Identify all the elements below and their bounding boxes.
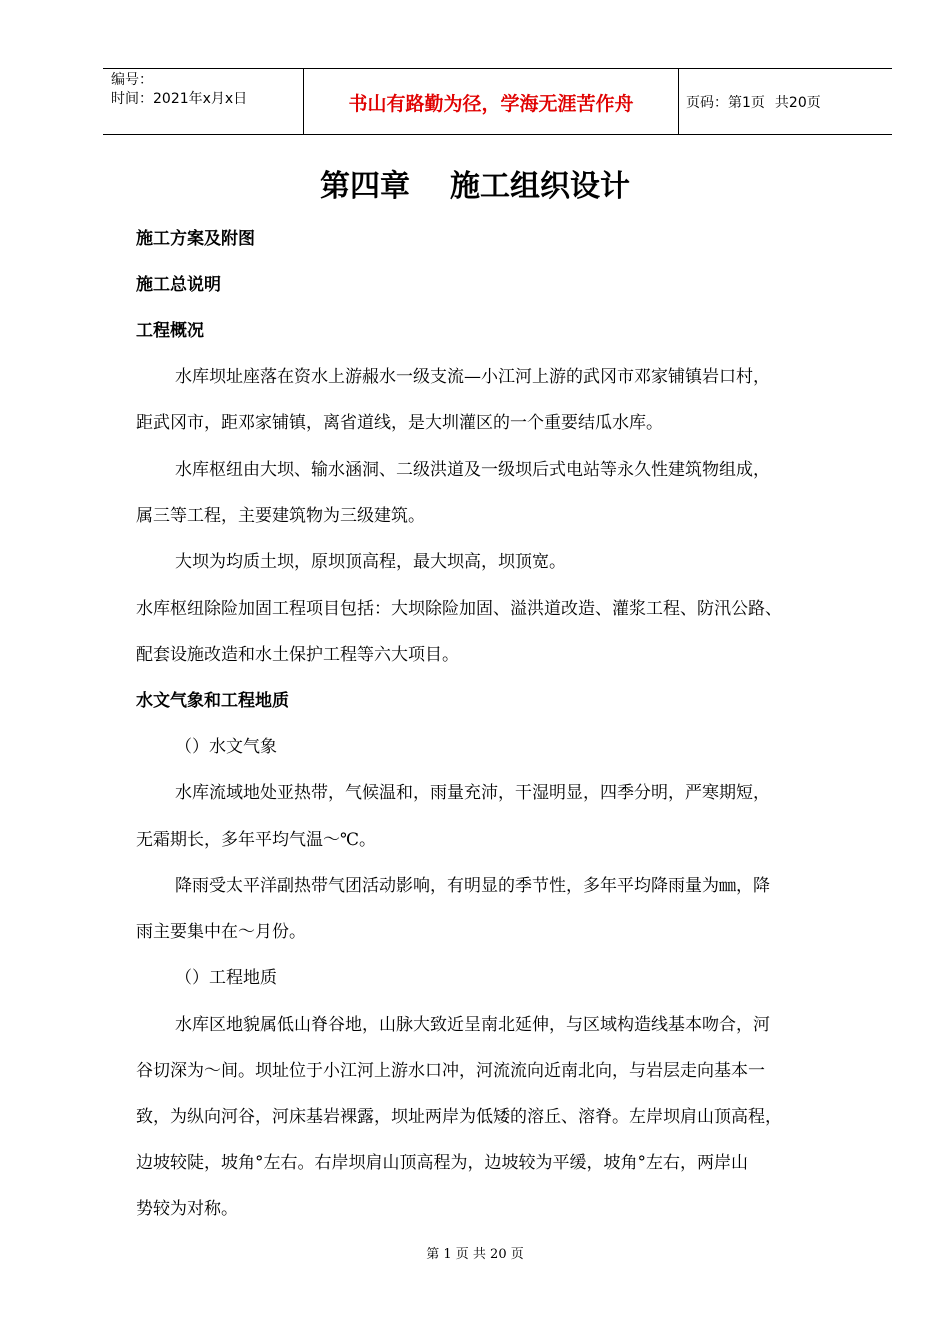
- section-heading: 工程概况: [136, 321, 204, 341]
- header-motto: 书山有路勤为径，学海无涯苦作舟: [348, 92, 634, 115]
- header-page-total: 共20页: [774, 95, 821, 111]
- chapter-title: [0, 162, 950, 212]
- paragraph-line: 雨主要集中在～月份。: [136, 922, 306, 942]
- paragraph-line: 边坡较陡，坡角°左右。右岸坝肩山顶高程为，边坡较为平缓，坡角°左右，两岸山: [136, 1153, 748, 1173]
- paragraph-line: 致，为纵向河谷，河床基岩裸露，坝址两岸为低矮的溶丘、溶脊。左岸坝肩山顶高程，: [136, 1107, 782, 1127]
- subsection-heading: （）工程地质: [175, 968, 277, 988]
- header-page-number: 页码：第1页: [686, 95, 765, 111]
- page-footer: 第 1 页 共 20 页: [426, 1247, 524, 1262]
- paragraph-line: 水库流域地处亚热带，气候温和，雨量充沛，干湿明显，四季分明，严寒期短，: [175, 783, 770, 803]
- paragraph-line: 水库区地貌属低山脊谷地，山脉大致近呈南北延伸，与区域构造线基本吻合，河: [175, 1015, 770, 1035]
- document-number-label: 编号：: [111, 72, 153, 88]
- paragraph-line: 水库坝址座落在资水上游赧水一级支流—小江河上游的武冈市邓家铺镇岩口村，: [175, 367, 770, 387]
- document-time-label: 时间：2021年x月x日: [111, 91, 248, 107]
- paragraph-line: 距武冈市，距邓家铺镇，离省道线，是大圳灌区的一个重要结瓜水库。: [136, 413, 663, 433]
- section-heading: 水文气象和工程地质: [136, 691, 289, 711]
- paragraph-line: 降雨受太平洋副热带气团活动影响，有明显的季节性，多年平均降雨量为㎜，降: [175, 876, 770, 896]
- paragraph-line: 水库枢纽除险加固工程项目包括：大坝除险加固、溢洪道改造、灌浆工程、防汛公路、: [136, 599, 782, 619]
- chapter-number: 第四章: [320, 169, 410, 204]
- section-heading: 施工总说明: [136, 275, 221, 295]
- paragraph-line: 配套设施改造和水土保护工程等六大项目。: [136, 645, 459, 665]
- paragraph-line: 谷切深为～间。坝址位于小江河上游水口冲，河流流向近南北向，与岩层走向基本一: [136, 1061, 765, 1081]
- section-heading: 施工方案及附图: [136, 229, 255, 249]
- paragraph-line: 属三等工程，主要建筑物为三级建筑。: [136, 506, 425, 526]
- subsection-heading: （）水文气象: [175, 737, 277, 757]
- chapter-name: 施工组织设计: [450, 169, 630, 204]
- page-header: [103, 68, 892, 135]
- paragraph-line: 势较为对称。: [136, 1199, 238, 1219]
- paragraph-line: 大坝为均质土坝，原坝顶高程，最大坝高，坝顶宽。: [175, 552, 566, 572]
- header-divider: [678, 69, 679, 135]
- header-page-info: [686, 69, 821, 135]
- header-meta: [111, 71, 247, 109]
- paragraph-line: 无霜期长，多年平均气温～℃。: [136, 830, 377, 850]
- paragraph-line: 水库枢纽由大坝、输水涵洞、二级洪道及一级坝后式电站等永久性建筑物组成，: [175, 460, 770, 480]
